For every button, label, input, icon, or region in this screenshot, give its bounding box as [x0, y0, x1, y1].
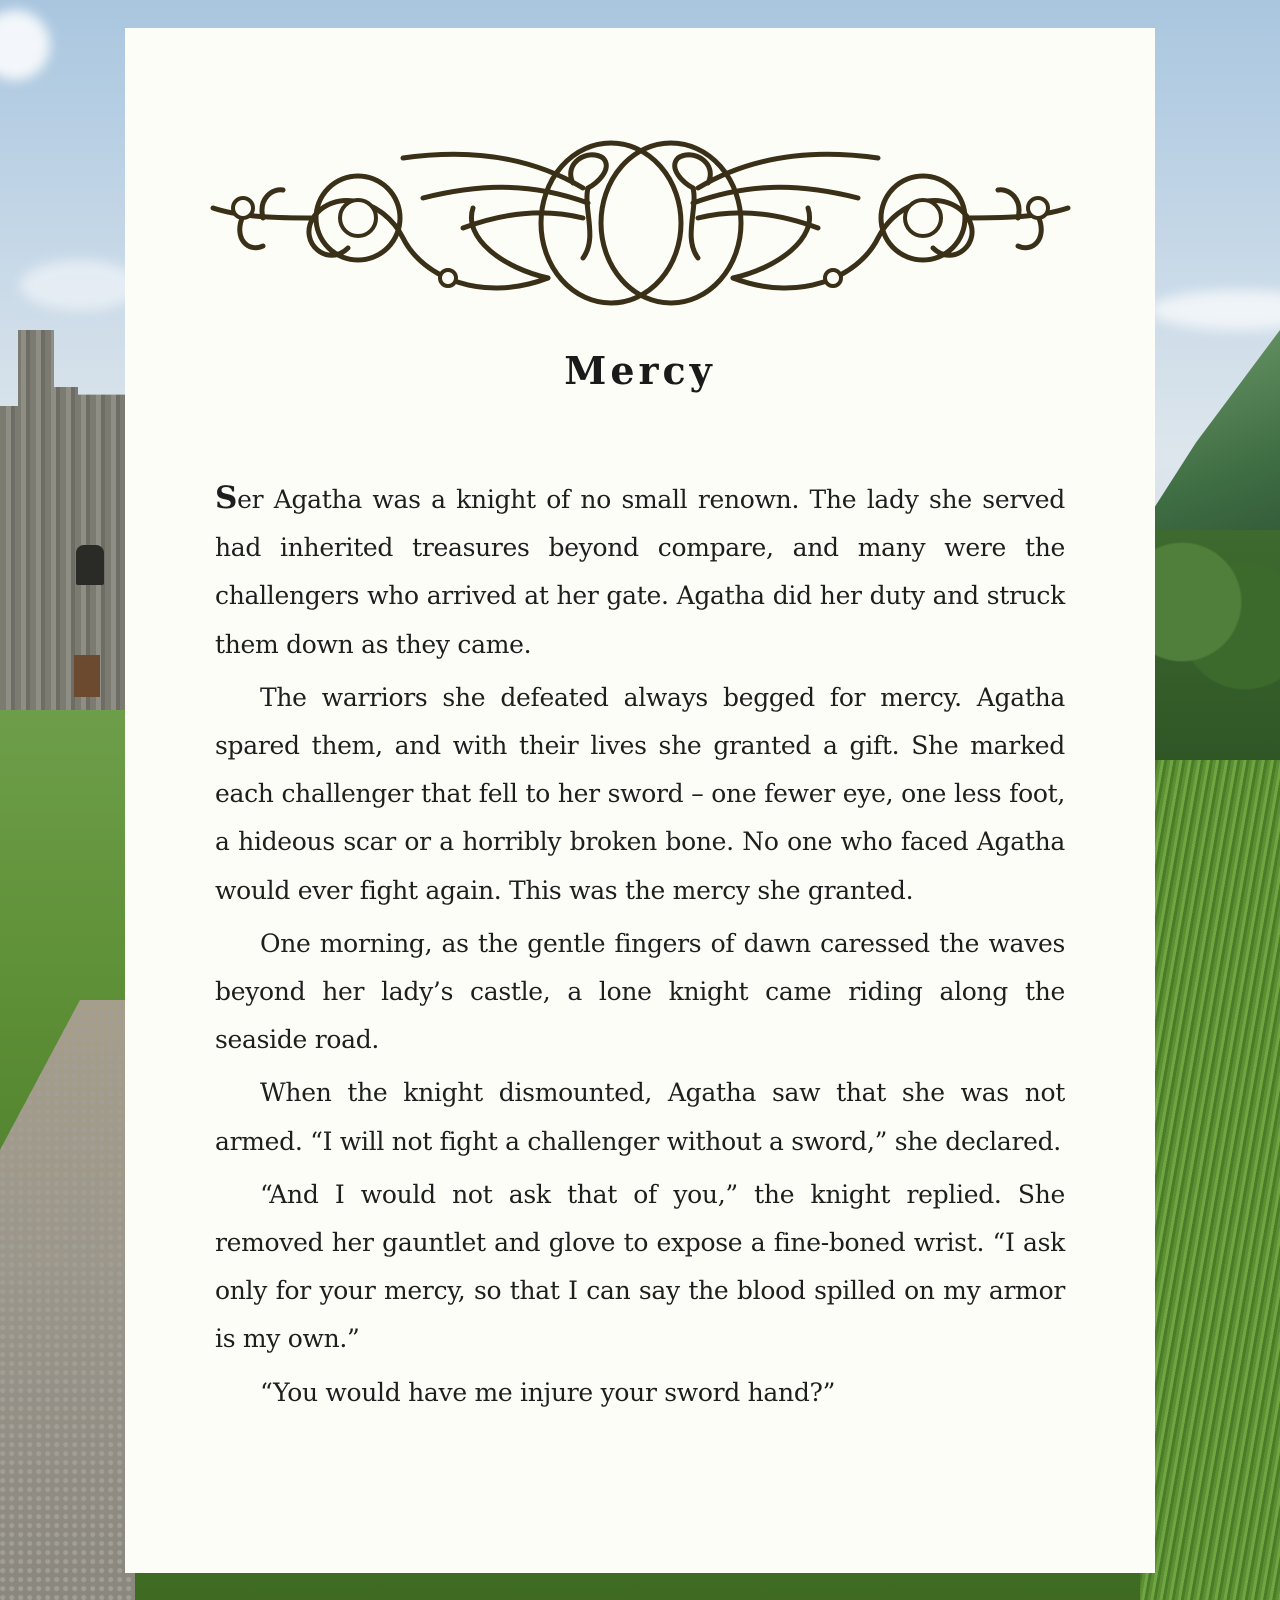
- castle-window: [76, 545, 104, 585]
- castle-door: [74, 655, 100, 697]
- drop-cap: S: [215, 480, 238, 516]
- paragraph: “And I would not ask that of you,” the knight replied. She removed her gauntlet and glove to expose a fine-boned wrist. “I ask only for your mercy, so that I can say the blood spilled on my armor is my own.”: [215, 1179, 1065, 1354]
- paragraph: One morning, as the gentle fingers of dawn caressed the waves beyond her lady’s castle, a lone knight came riding along the seaside road.: [215, 928, 1065, 1055]
- paragraph: [215, 474, 1065, 669]
- story-title: Mercy: [564, 348, 716, 393]
- story-page: [125, 28, 1155, 1573]
- story-text: [215, 474, 1065, 1422]
- paragraph-text: er Agatha was a knight of no small renown. The lady she served had inherited treasures beyond compare, and many were the challengers who arrived at her gate. Agatha did her duty and struck them down as they came.: [215, 485, 1065, 659]
- paragraph: The warriors she defeated always begged for mercy. Agatha spared them, and with their lives she granted a gift. She marked each challenger that fell to her sword – one fewer eye, one less foot, a hideous scar or a horribly broken bone. No one who faced Agatha would ever fight again. This was the mercy she granted.: [215, 682, 1065, 905]
- cloud: [20, 260, 140, 310]
- paragraph: “You would have me injure your sword hand?”: [260, 1377, 836, 1407]
- tall-grass: [1140, 760, 1280, 1600]
- paragraph: When the knight dismounted, Agatha saw that she was not armed. “I will not fight a challenger without a sword,” she declared.: [215, 1078, 1065, 1156]
- trees: [1140, 530, 1280, 770]
- dragon-scroll-ornament-icon: [203, 128, 1078, 313]
